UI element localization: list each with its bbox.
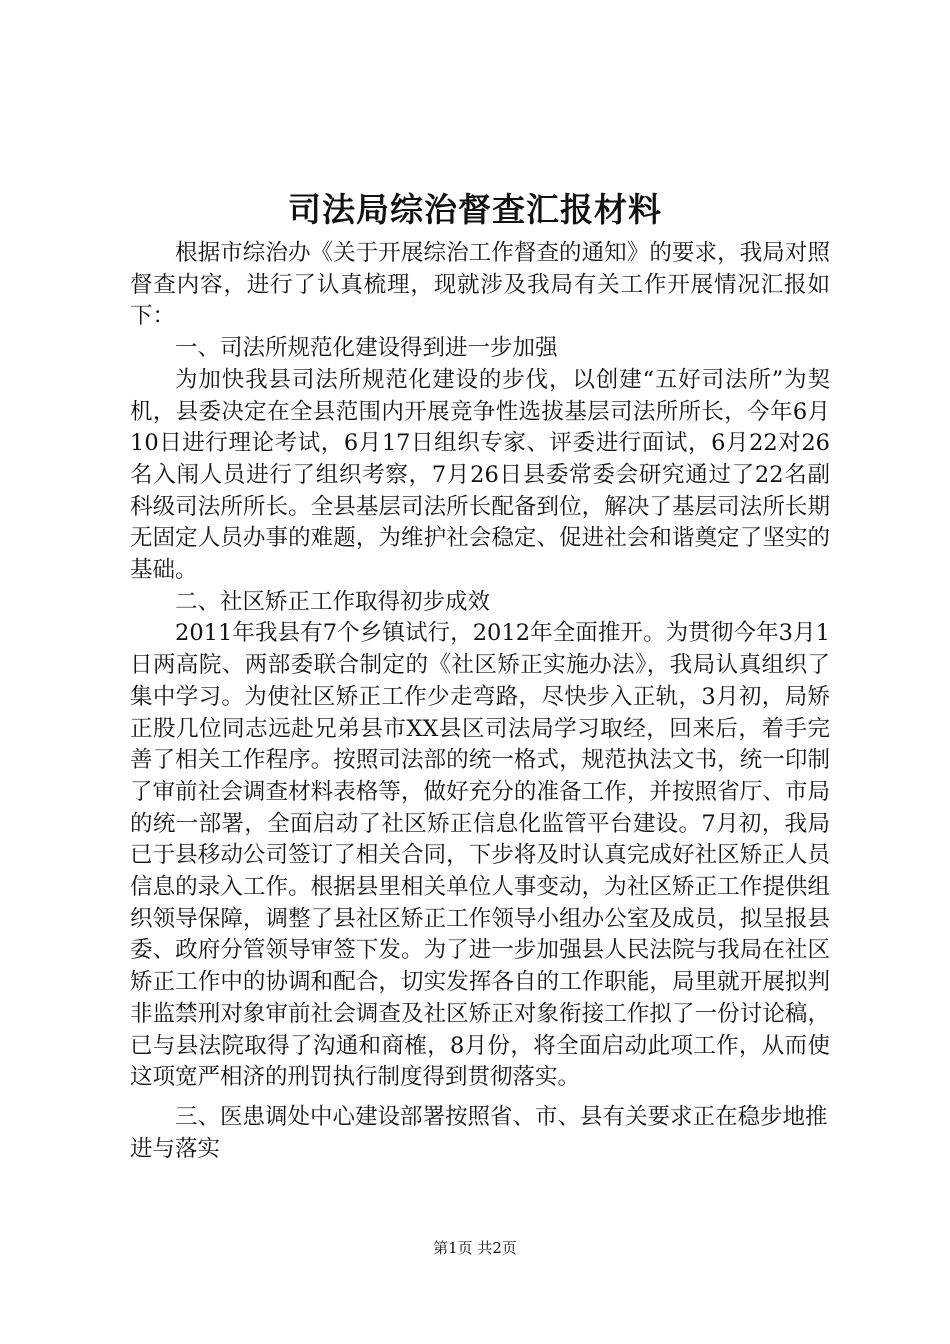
section-3-heading: 三、医患调处中心建设部署按照省、市、县有关要求正在稳步地推进与落实 xyxy=(130,1103,828,1162)
document-title: 司法局综治督查汇报材料 xyxy=(288,190,662,229)
section-2-paragraph: 2011年我县有7个乡镇试行，2012年全面推开。为贯彻今年3月1日两高院、两部委联合制定的《社区矫正实施办法》，我局认真组织了集中学习。为使社区矫正工作少走弯路，尽快步入正轨，3月初，局矫正股几位同志远赴兄弟县市XX县区司法局学习取经，回来后，着手完善了相关工作程序。按照司法部的统一格式，规范执法文书，统一印制了审前社会调查材料表格等，做好充分的准备工作，并按照省厅、市局的统一部署，全面启动了社区矫正信息化监管平台建设。7月初，我局已于县移动公司签订了相关合同，下步将及时认真完成好社区矫正人员信息的录入工作。根据县里相关单位人事变动，为社区矫正工作提供组织领导保障，调整了县社区矫正工作领导小组办公室及成员，拟呈报县委、政府分管领导审签下发。为了进一步加强县人民法院与我局在社区矫正工作中的协调和配合，切实发挥各自的工作职能，局里就开展拟判非监禁刑对象审前社会调查及社区矫正对象衔接工作拟了一份讨论稿，已与县法院取得了沟通和商榷，8月份，将全面启动此项工作，从而使这项宽严相济的刑罚执行制度得到贯彻落实。 xyxy=(130,620,830,1091)
intro-paragraph: 根据市综治办《关于开展综治工作督查的通知》的要求，我局对照督查内容，进行了认真梳理，现就涉及我局有关工作开展情况汇报如下： xyxy=(130,240,830,330)
section-2-heading: 二、社区矫正工作取得初步成效 xyxy=(175,588,491,615)
document-body xyxy=(130,238,830,1165)
section-1-paragraph: 为加快我县司法所规范化建设的步伐，以创建“五好司法所”为契机，县委决定在全县范围内开展竞争性选拔基层司法所所长，今年6月10日进行理论考试，6月17日组织专家、评委进行面试，6月22对26名入闱人员进行了组织考察，7月26日县委常委会研究通过了22名副科级司法所所长。全县基层司法所长配备到位，解决了基层司法所长期无固定人员办事的难题，为维护社会稳定、促进社会和谐奠定了坚实的基础。 xyxy=(130,366,830,584)
page-footer: 第1页 共2页 xyxy=(433,1239,517,1257)
section-1-heading: 一、司法所规范化建设得到进一步加强 xyxy=(175,335,558,362)
